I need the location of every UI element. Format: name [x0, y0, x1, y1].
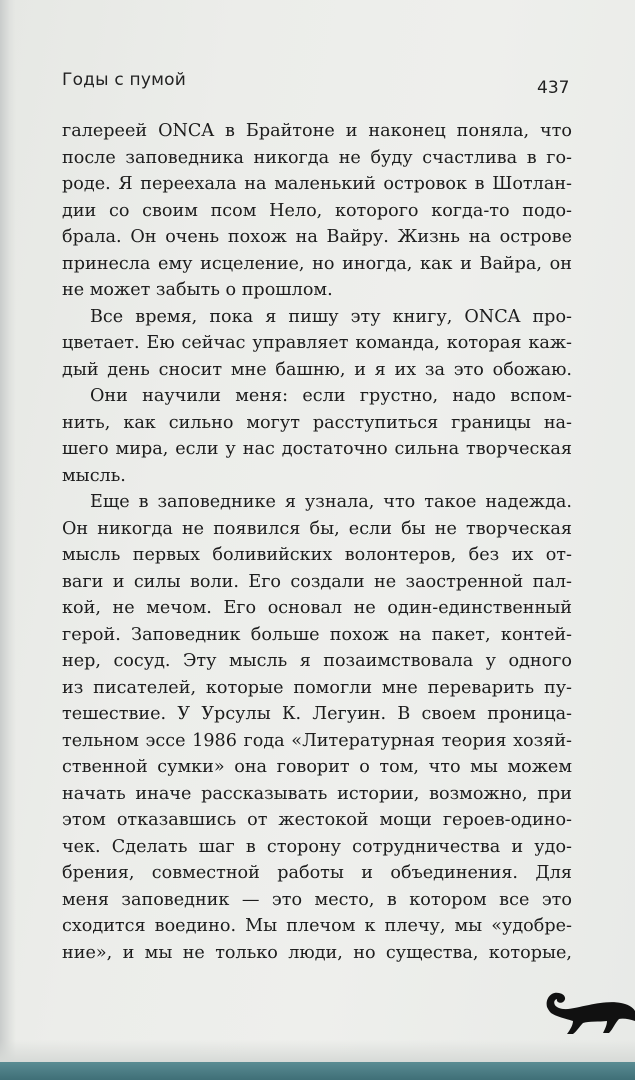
- text-line: начать иначе рассказывать истории, возможно, при: [62, 783, 572, 804]
- text-line: Еще в заповеднике я узнала, что такое надежда.: [90, 492, 572, 512]
- panther-silhouette-icon: [543, 985, 635, 1035]
- text-line: этом отказавшись от жестокой мощи героев-одино-: [62, 810, 572, 830]
- text-line: галереей ONCA в Брайтоне и наконец поняла, что: [62, 121, 572, 141]
- body-text: [62, 118, 572, 966]
- text-line: чек. Сделать шаг в сторону сотрудничества и удо-: [62, 836, 572, 857]
- text-line: мысль.: [62, 465, 126, 486]
- text-line: Все время, пока я пишу эту книгу, ONCA про-: [90, 306, 572, 327]
- page-gutter-shadow: [0, 0, 16, 1062]
- text-line: принесла ему исцеление, но иногда, как и Вайра, он: [62, 253, 572, 274]
- text-line: брения, совместной работы и объединения. Для: [62, 863, 572, 883]
- text-line: нер, сосуд. Эту мысль я позаимствовала у одного: [62, 651, 572, 671]
- text-line: Они научили меня: если грустно, надо вспом-: [90, 386, 572, 406]
- text-line: кой, не мечом. Его основал не один-единственный: [62, 598, 572, 618]
- text-line: Он никогда не появился бы, если бы не творческая: [62, 518, 572, 539]
- text-line: дый день сносит мне башню, и я их за это обожаю.: [62, 359, 572, 380]
- text-line: тельном эссе 1986 года «Литературная теория хозяй-: [62, 730, 572, 751]
- text-line: ние», и мы не только люди, но существа, которые,: [62, 942, 572, 963]
- text-line: дии со своим псом Нело, которого когда-то подо-: [62, 200, 572, 221]
- text-line: после заповедника никогда не буду счастлива в го-: [62, 147, 572, 168]
- page-bottom-shadow: [0, 1040, 635, 1062]
- text-line: из писателей, которые помогли мне переварить пу-: [62, 677, 572, 698]
- text-line: не может забыть о прошлом.: [62, 280, 333, 300]
- running-title: Годы с пумой: [62, 70, 186, 90]
- text-line: мысль первых боливийских волонтеров, без их от-: [62, 545, 572, 565]
- text-line: ственной сумки» она говорит о том, что мы можем: [62, 757, 572, 777]
- desk-surface: [0, 1062, 635, 1080]
- text-line: цветает. Ею сейчас управляет команда, которая каж-: [62, 333, 572, 353]
- text-line: шего мира, если у нас достаточно сильна творческая: [62, 439, 572, 459]
- text-line: роде. Я переехала на маленький островок в Шотлан-: [62, 174, 572, 194]
- text-line: меня заповедник — это место, в котором все это: [62, 889, 572, 910]
- text-line: сходится воедино. Мы плечом к плечу, мы «удобре-: [62, 916, 572, 936]
- text-line: брала. Он очень похож на Вайру. Жизнь на острове: [62, 227, 572, 247]
- text-line: ваги и силы воли. Его создали не заостренной пал-: [62, 571, 572, 592]
- text-line: тешествие. У Урсулы К. Легуин. В своем проница-: [62, 704, 572, 724]
- text-line: герой. Заповедник больше похож на пакет, контей-: [62, 624, 572, 645]
- page-number: 437: [537, 78, 570, 98]
- text-line: нить, как сильно могут расступиться границы на-: [62, 412, 572, 433]
